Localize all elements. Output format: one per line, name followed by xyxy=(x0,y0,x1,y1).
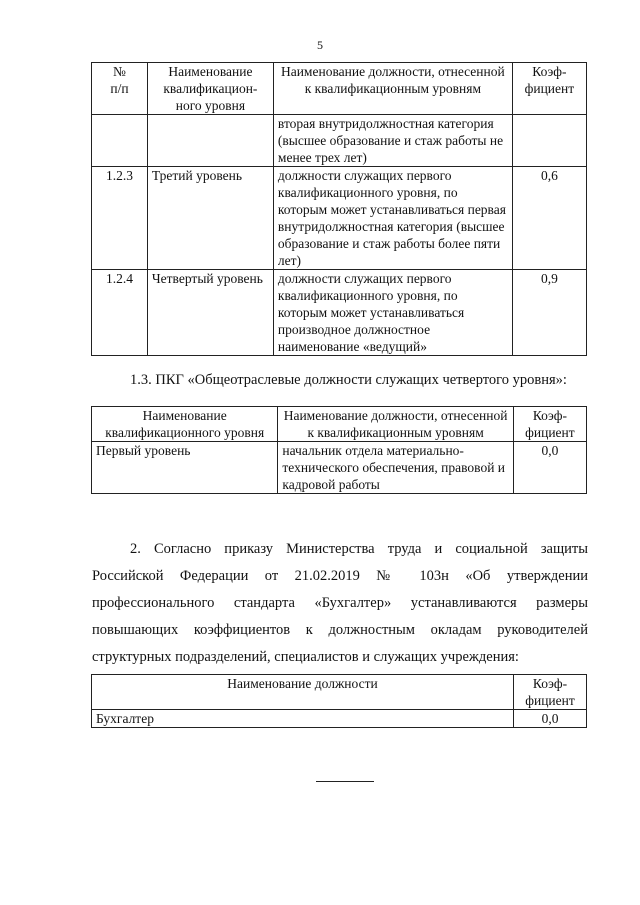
row-coefficient xyxy=(512,115,586,167)
row-level: Первый уровень xyxy=(92,442,278,494)
row-coefficient: 0,6 xyxy=(512,167,586,270)
row-position: вторая внутридолжностная категория (высшее образование и стаж работы не менее трех лет) xyxy=(273,115,512,167)
row-coefficient: 0,0 xyxy=(513,442,586,494)
row-position: Бухгалтер xyxy=(92,710,514,728)
accountant-table xyxy=(91,674,587,728)
header-number: № п/п xyxy=(92,63,148,115)
end-divider xyxy=(316,781,374,782)
row-number xyxy=(92,115,148,167)
row-number: 1.2.4 xyxy=(92,270,148,356)
table-row xyxy=(92,710,587,728)
table-header-row xyxy=(92,675,587,710)
table-header-row xyxy=(92,63,587,115)
header-coefficient: Коэф-фициент xyxy=(514,675,587,710)
row-coefficient: 0,9 xyxy=(512,270,586,356)
header-position: Наименование должности, отнесенной к квалификационным уровням xyxy=(278,407,513,442)
body-paragraph: 2. Согласно приказу Министерства труда и социальной защиты Российской Федерации от 21.02.2019 № 103н «Об утверждении профессионального стандарта «Бухгалтер» устанавливаются размеры повышающих коэффициентов к должностным окладам руководителей структурных подразделений, специалистов и служащих учреждения: xyxy=(92,541,588,665)
qualification-table-1 xyxy=(91,62,587,356)
row-coefficient: 0,0 xyxy=(514,710,587,728)
row-level: Четвертый уровень xyxy=(147,270,273,356)
row-position: должности служащих первого квалификационного уровня, по которым может устанавливаться первая внутридолжностная категория (высшее образование и стаж работы более пяти лет) xyxy=(273,167,512,270)
header-position: Наименование должности, отнесенной к квалификационным уровням xyxy=(273,63,512,115)
row-level xyxy=(147,115,273,167)
header-qualification-level: Наименование квалификационного уровня xyxy=(92,407,278,442)
table-row xyxy=(92,167,587,270)
row-position: должности служащих первого квалификационного уровня, по которым может устанавливаться производное должностное наименование «ведущий» xyxy=(273,270,512,356)
table-row xyxy=(92,442,587,494)
row-number: 1.2.3 xyxy=(92,167,148,270)
qualification-table-2 xyxy=(91,406,587,494)
header-qualification-level: Наименование квалификацион-ного уровня xyxy=(147,63,273,115)
section-heading: 1.3. ПКГ «Общеотраслевые должности служащих четвертого уровня»: xyxy=(130,372,567,388)
row-position: начальник отдела материально-технического обеспечения, правовой и кадровой работы xyxy=(278,442,513,494)
table-row xyxy=(92,270,587,356)
table-header-row xyxy=(92,407,587,442)
row-level: Третий уровень xyxy=(147,167,273,270)
header-coefficient: Коэф-фициент xyxy=(512,63,586,115)
page-number: 5 xyxy=(317,38,323,52)
table-row xyxy=(92,115,587,167)
header-coefficient: Коэф-фициент xyxy=(513,407,586,442)
header-position: Наименование должности xyxy=(92,675,514,710)
